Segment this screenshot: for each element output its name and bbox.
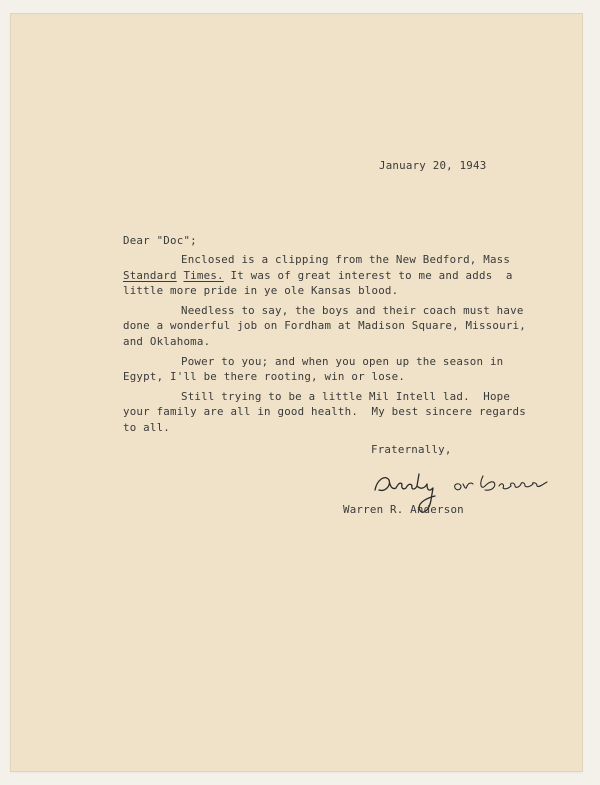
paragraph-4-line-1: Still trying to be a little Mil Intell lad. Hope — [181, 390, 511, 403]
closing: Fraternally, — [371, 443, 452, 456]
paragraph-1-line-1: Enclosed is a clipping from the New Bedford, Mass — [181, 253, 511, 266]
paragraph-2-line-2: done a wonderful job on Fordham at Madison Square, Missouri, — [123, 319, 526, 332]
typed-name: Warren R. Anderson — [343, 503, 464, 516]
letter-date: January 20, 1943 — [379, 159, 487, 172]
paragraph-2-line-3: and Oklahoma. — [123, 335, 211, 348]
paragraph-4-line-3: to all. — [123, 421, 171, 434]
paragraph-1-line-2 — [123, 269, 513, 282]
paragraph-1-line-3: little more pride in ye ole Kansas blood. — [123, 284, 399, 297]
paragraph-1-line-2-rest: It was of great interest to me and adds a — [223, 269, 513, 282]
underlined-word: Times. — [183, 269, 224, 282]
paragraph-4-line-2: your family are all in good health. My best sincere regards — [123, 405, 526, 418]
paragraph-3-line-2: Egypt, I'll be there rooting, win or lose. — [123, 370, 406, 383]
salutation: Dear "Doc"; — [123, 234, 197, 247]
paragraph-2-line-1: Needless to say, the boys and their coach must have — [181, 304, 524, 317]
underlined-word: Standard — [123, 269, 177, 282]
letter-page — [11, 14, 582, 771]
paragraph-3-line-1: Power to you; and when you open up the season in — [181, 355, 504, 368]
